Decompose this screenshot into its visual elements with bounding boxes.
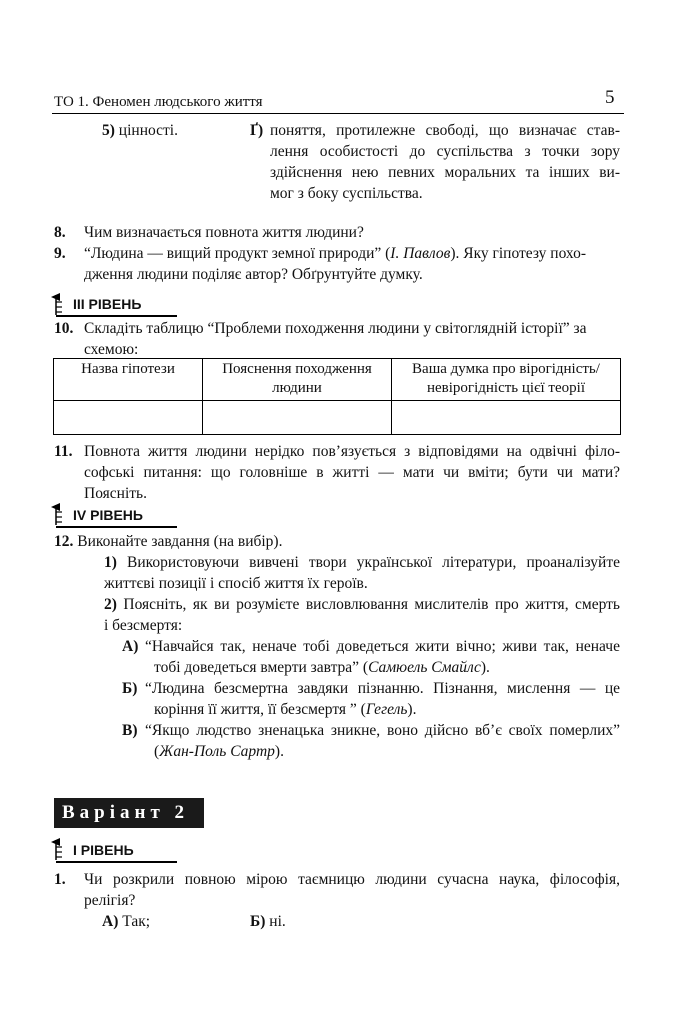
answer-text-line: поняття, протилежне свободі, що визначає став- bbox=[270, 122, 620, 139]
question-text: Складіть таблицю “Проблеми походження людини у світоглядній історії” за bbox=[84, 320, 587, 337]
question-number: 1. bbox=[54, 871, 66, 888]
level-marker-icon bbox=[48, 500, 68, 526]
answer-label: Ґ) bbox=[250, 122, 264, 139]
level-marker-icon bbox=[48, 835, 68, 861]
answer-option-b: Б) ні. bbox=[250, 913, 286, 930]
author-name: Гегель bbox=[365, 701, 408, 718]
question-text: дження людини поділяє автор? Обґрунтуйте думку. bbox=[84, 266, 423, 283]
subtask-text: і безсмертя: bbox=[104, 617, 183, 634]
question-text: Чим визначається повнота життя людини? bbox=[84, 224, 364, 241]
answer-text-line: здійснення нею певних моральних та інших ви- bbox=[270, 164, 620, 181]
table-header-cell: Ваша думка про вірогідність/ невірогідність цієї теорії bbox=[392, 359, 621, 401]
quote-text: тобі доведеться вмерти завтра” (Самюель Смайлс). bbox=[154, 659, 490, 676]
quote-text: (Жан-Поль Сартр). bbox=[154, 743, 284, 760]
question-text: “Людина — вищий продукт земної природи” (І. Павлов). Яку гіпотезу похо- bbox=[84, 245, 586, 262]
table-cell bbox=[392, 401, 621, 435]
running-title: ТО 1. Феномен людського життя bbox=[54, 94, 263, 110]
level-heading: IV РІВЕНЬ bbox=[73, 507, 143, 523]
author-name: Жан-Поль Сартр bbox=[159, 743, 275, 760]
question-number: 8. bbox=[54, 224, 66, 241]
page-number: 5 bbox=[605, 87, 615, 108]
quote-text: коріння її життя, її безсмертя ” (Гегель). bbox=[154, 701, 417, 718]
scheme-table bbox=[53, 358, 621, 435]
question-number: 10. bbox=[54, 320, 74, 337]
author-name: Самюель Смайлс bbox=[368, 659, 481, 676]
header-rule bbox=[52, 113, 624, 114]
question-number: 12. bbox=[54, 533, 74, 550]
level-underline bbox=[56, 861, 177, 863]
level-heading: III РІВЕНЬ bbox=[73, 296, 142, 312]
question-text: Чи розкрили повною мірою таємницю людини сучасна наука, філософія, bbox=[84, 871, 620, 888]
question-number: 11. bbox=[54, 443, 73, 460]
table-header-cell: Назва гіпотези bbox=[54, 359, 203, 401]
quote-label: В) bbox=[122, 722, 138, 739]
quote-text: “Якщо людство зненацька зникне, воно дійсно вб’є своїх померлих” bbox=[145, 722, 620, 739]
answer-option-a: А) Так; bbox=[102, 913, 151, 930]
question-text: софські питання: що головніше в житті — мати чи вміти; бути чи мати? bbox=[84, 464, 620, 481]
answer-text-line: лення особистості до суспільства з точки зору bbox=[270, 143, 620, 160]
question-text: Виконайте завдання (на вибір). bbox=[77, 533, 283, 550]
question-text: Поясніть. bbox=[84, 485, 147, 502]
question-number: 9. bbox=[54, 245, 66, 262]
question-text: схемою: bbox=[84, 341, 139, 358]
quote-text: “Людина безсмертна завдяки пізнанню. Пізнання, мислення — це bbox=[145, 680, 620, 697]
answer-label: 5) bbox=[102, 122, 115, 139]
author-name: І. Павлов bbox=[390, 245, 451, 262]
level-underline bbox=[56, 526, 177, 528]
answer-text-line: мог з боку суспільства. bbox=[270, 185, 423, 202]
level-marker-icon bbox=[48, 290, 68, 316]
table-header-cell: Пояснення походження людини bbox=[203, 359, 392, 401]
quote-text: “Навчайся так, неначе тобі доведеться жити вічно; живи так, неначе bbox=[145, 638, 620, 655]
subtask-1: 1) Використовуючи вивчені твори української літератури, проаналізуйте bbox=[104, 554, 620, 571]
variant-title: Варіант 2 bbox=[62, 802, 190, 823]
table-header-row bbox=[54, 359, 621, 401]
answer-item-5 bbox=[102, 121, 178, 141]
quote-label: Б) bbox=[122, 680, 138, 697]
level-heading: І РІВЕНЬ bbox=[73, 842, 134, 858]
question-text: Повнота життя людини нерідко пов’язується з відповідями на одвічні філо- bbox=[84, 443, 620, 460]
quote-label: А) bbox=[122, 638, 139, 655]
level-underline bbox=[56, 315, 177, 317]
table-row bbox=[54, 401, 621, 435]
subtask-text: життєві позиції і спосіб життя їх героїв. bbox=[104, 575, 368, 592]
table-cell bbox=[54, 401, 203, 435]
subtask-2: 2) Поясніть, як ви розумієте висловлювання мислителів про життя, смерть bbox=[104, 596, 621, 613]
question-12 bbox=[54, 532, 282, 552]
table-cell bbox=[203, 401, 392, 435]
answer-text: цінності. bbox=[118, 122, 178, 139]
variant-banner bbox=[54, 798, 204, 828]
question-text: релігія? bbox=[84, 892, 136, 909]
